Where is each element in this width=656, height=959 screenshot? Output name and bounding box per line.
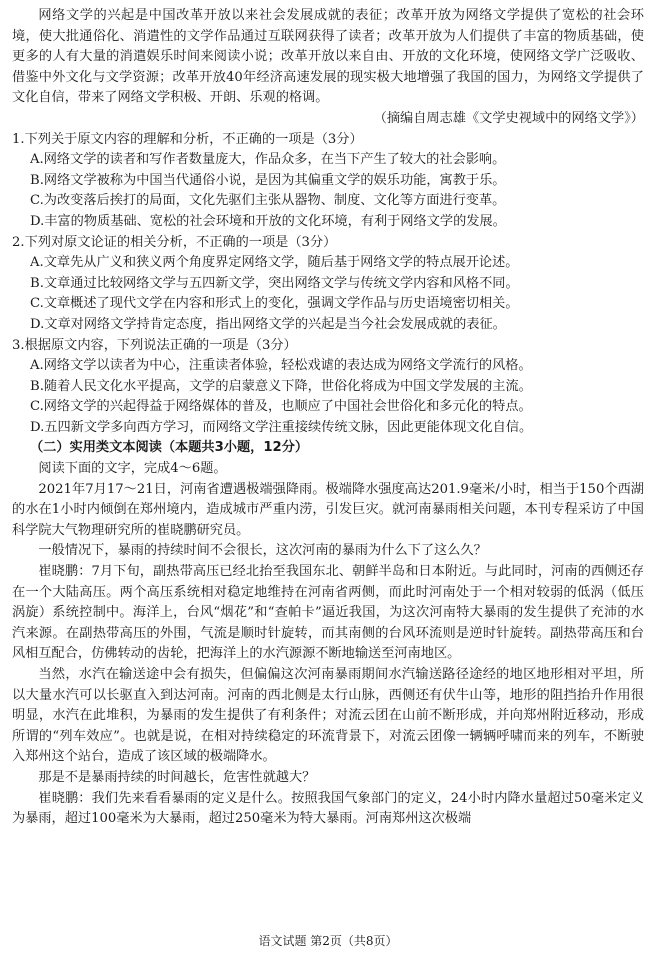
option-d: D.丰富的物质基础、宽松的社会环境和开放的文化环境，有利于网络文学的发展。	[30, 213, 506, 229]
source-citation: （摘编自周志雄《文学史视域中的网络文学》）	[373, 110, 644, 126]
option-c: C.网络文学的兴起得益于网络媒体的普及，也顺应了中国社会世俗化和多元化的特点。	[30, 399, 532, 415]
article-paragraph: 当然，水汽在输送途中会有损失，但偏偏这次河南暴雨期间水汽输送路径途经的地区地形相对平坦，所以大量水汽可以长驱直入到达河南。河南的西北侧是太行山脉，西侧还有伏牛山等，地形的阻挡抬升作用很明显，水汽在此堆积，为暴雨的发生提供了有利条件；对流云团在山前不断形成，并向郑州附近移动，形成所谓的“列车效应”。也就是说，在相对持续稳定的环流背景下，对流云团像一辆辆呼啸而来的列车，不断驶入郑州这个站台，造成了该区域的极端降水。	[12, 667, 644, 765]
question-3	[12, 336, 644, 439]
question-stem: 3.根据原文内容，下列说法正确的一项是（3分）	[12, 337, 297, 353]
page-footer: 语文试题 第2页（共8页）	[258, 934, 398, 948]
article	[12, 480, 644, 830]
interview-question: 那是不是暴雨持续的时间越长，危害性就越大？	[38, 769, 316, 785]
question-stem: 1.下列关于原文内容的理解和分析，不正确的一项是（3分）	[12, 131, 363, 147]
question-1	[12, 130, 644, 233]
article-paragraph: 2021年7月17～21日，河南省遭遇极端强降雨。极端降水强度高达201.9毫米/小时，相当于150个西湖的水在1小时内倾倒在郑州境内，造成城市严重内涝，引发巨灾。就河南暴雨相关问题，本刊专程采访了中国科学院大气物理研究所的崔晓鹏研究员。	[12, 481, 644, 538]
option-c: C.文章概述了现代文学在内容和形式上的变化，强调文学作品与历史语境密切相关。	[30, 296, 519, 312]
option-b: B.网络文学被称为中国当代通俗小说，是因为其偏重文学的娱乐功能，寓教于乐。	[30, 172, 506, 188]
option-c: C.为改变落后挨打的局面，文化先驱们主张从器物、制度、文化等方面进行变革。	[30, 193, 506, 209]
option-a: A.文章先从广义和狭义两个角度界定网络文学，随后基于网络文学的特点展开论述。	[30, 255, 519, 271]
instruction: 阅读下面的文字，完成4～6题。	[38, 461, 227, 477]
article-paragraph: 崔晓鹏：7月下旬，副热带高压已经北抬至我国东北、朝鲜半岛和日本附近。与此同时，河南的西侧还存在一个大陆高压。两个高压系统相对稳定地维持在河南省两侧，而此时河南处于一个相对较弱的低涡（低压涡旋）系统控制中。海洋上，台风“烟花”和“查帕卡”逼近我国，为这次河南特大暴雨的发生提供了充沛的水汽来源。在副热带高压的外围，气流是顺时针旋转，而其南侧的台风环流则是逆时针旋转。副热带高压和台风相互配合，仿佛转动的齿轮，把海洋上的水汽源源不断地输送至河南地区。	[12, 564, 644, 662]
option-b: B.随着人民文化水平提高，文学的启蒙意义下降，世俗化将成为中国文学发展的主流。	[30, 378, 532, 394]
interview-question: 一般情况下，暴雨的持续时间不会很长，这次河南的暴雨为什么下了这么久？	[38, 543, 487, 559]
option-d: D.五四新文学多向西方学习，而网络文学注重接续传统文脉，因此更能体现文化自信。	[30, 419, 533, 435]
option-a: A.网络文学的读者和写作者数量庞大，作品众多，在当下产生了较大的社会影响。	[30, 152, 506, 168]
section-title: （二）实用类文本阅读（本题共3小题，12分）	[30, 440, 309, 456]
top-paragraph: 网络文学的兴起是中国改革开放以来社会发展成就的表征；改革开放为网络文学提供了宽松的社会环境，使大批通俗化、消遣性的文学作品通过互联网获得了读者；改革开放为人们提供了丰富的物质基础，使更多的人有大量的消遣娱乐时间来阅读小说；改革开放以来自由、开放的文化环境，使网络文学广泛吸收、借鉴中外文化与文学资源；改革开放40年经济高速发展的现实极大地增强了我国的国力，为网络文学提供了文化自信，带来了网络文学积极、开朗、乐观的格调。	[12, 8, 644, 106]
option-b: B.文章通过比较网络文学与五四新文学，突出网络文学与传统文学内容和风格不同。	[30, 275, 519, 291]
article-paragraph: 崔晓鹏：我们先来看看暴雨的定义是什么。按照我国气象部门的定义，24小时内降水量超过50毫米定义为暴雨，超过100毫米为大暴雨，超过250毫米为特大暴雨。河南郑州这次极端	[12, 790, 644, 827]
question-2	[12, 233, 644, 336]
option-a: A.网络文学以读者为中心，注重读者体验，轻松戏谑的表达成为网络文学流行的风格。	[30, 358, 532, 374]
option-d: D.文章对网络文学持肯定态度，指出网络文学的兴起是当今社会发展成就的表征。	[30, 316, 506, 332]
question-stem: 2.下列对原文论证的相关分析，不正确的一项是（3分）	[12, 234, 337, 250]
